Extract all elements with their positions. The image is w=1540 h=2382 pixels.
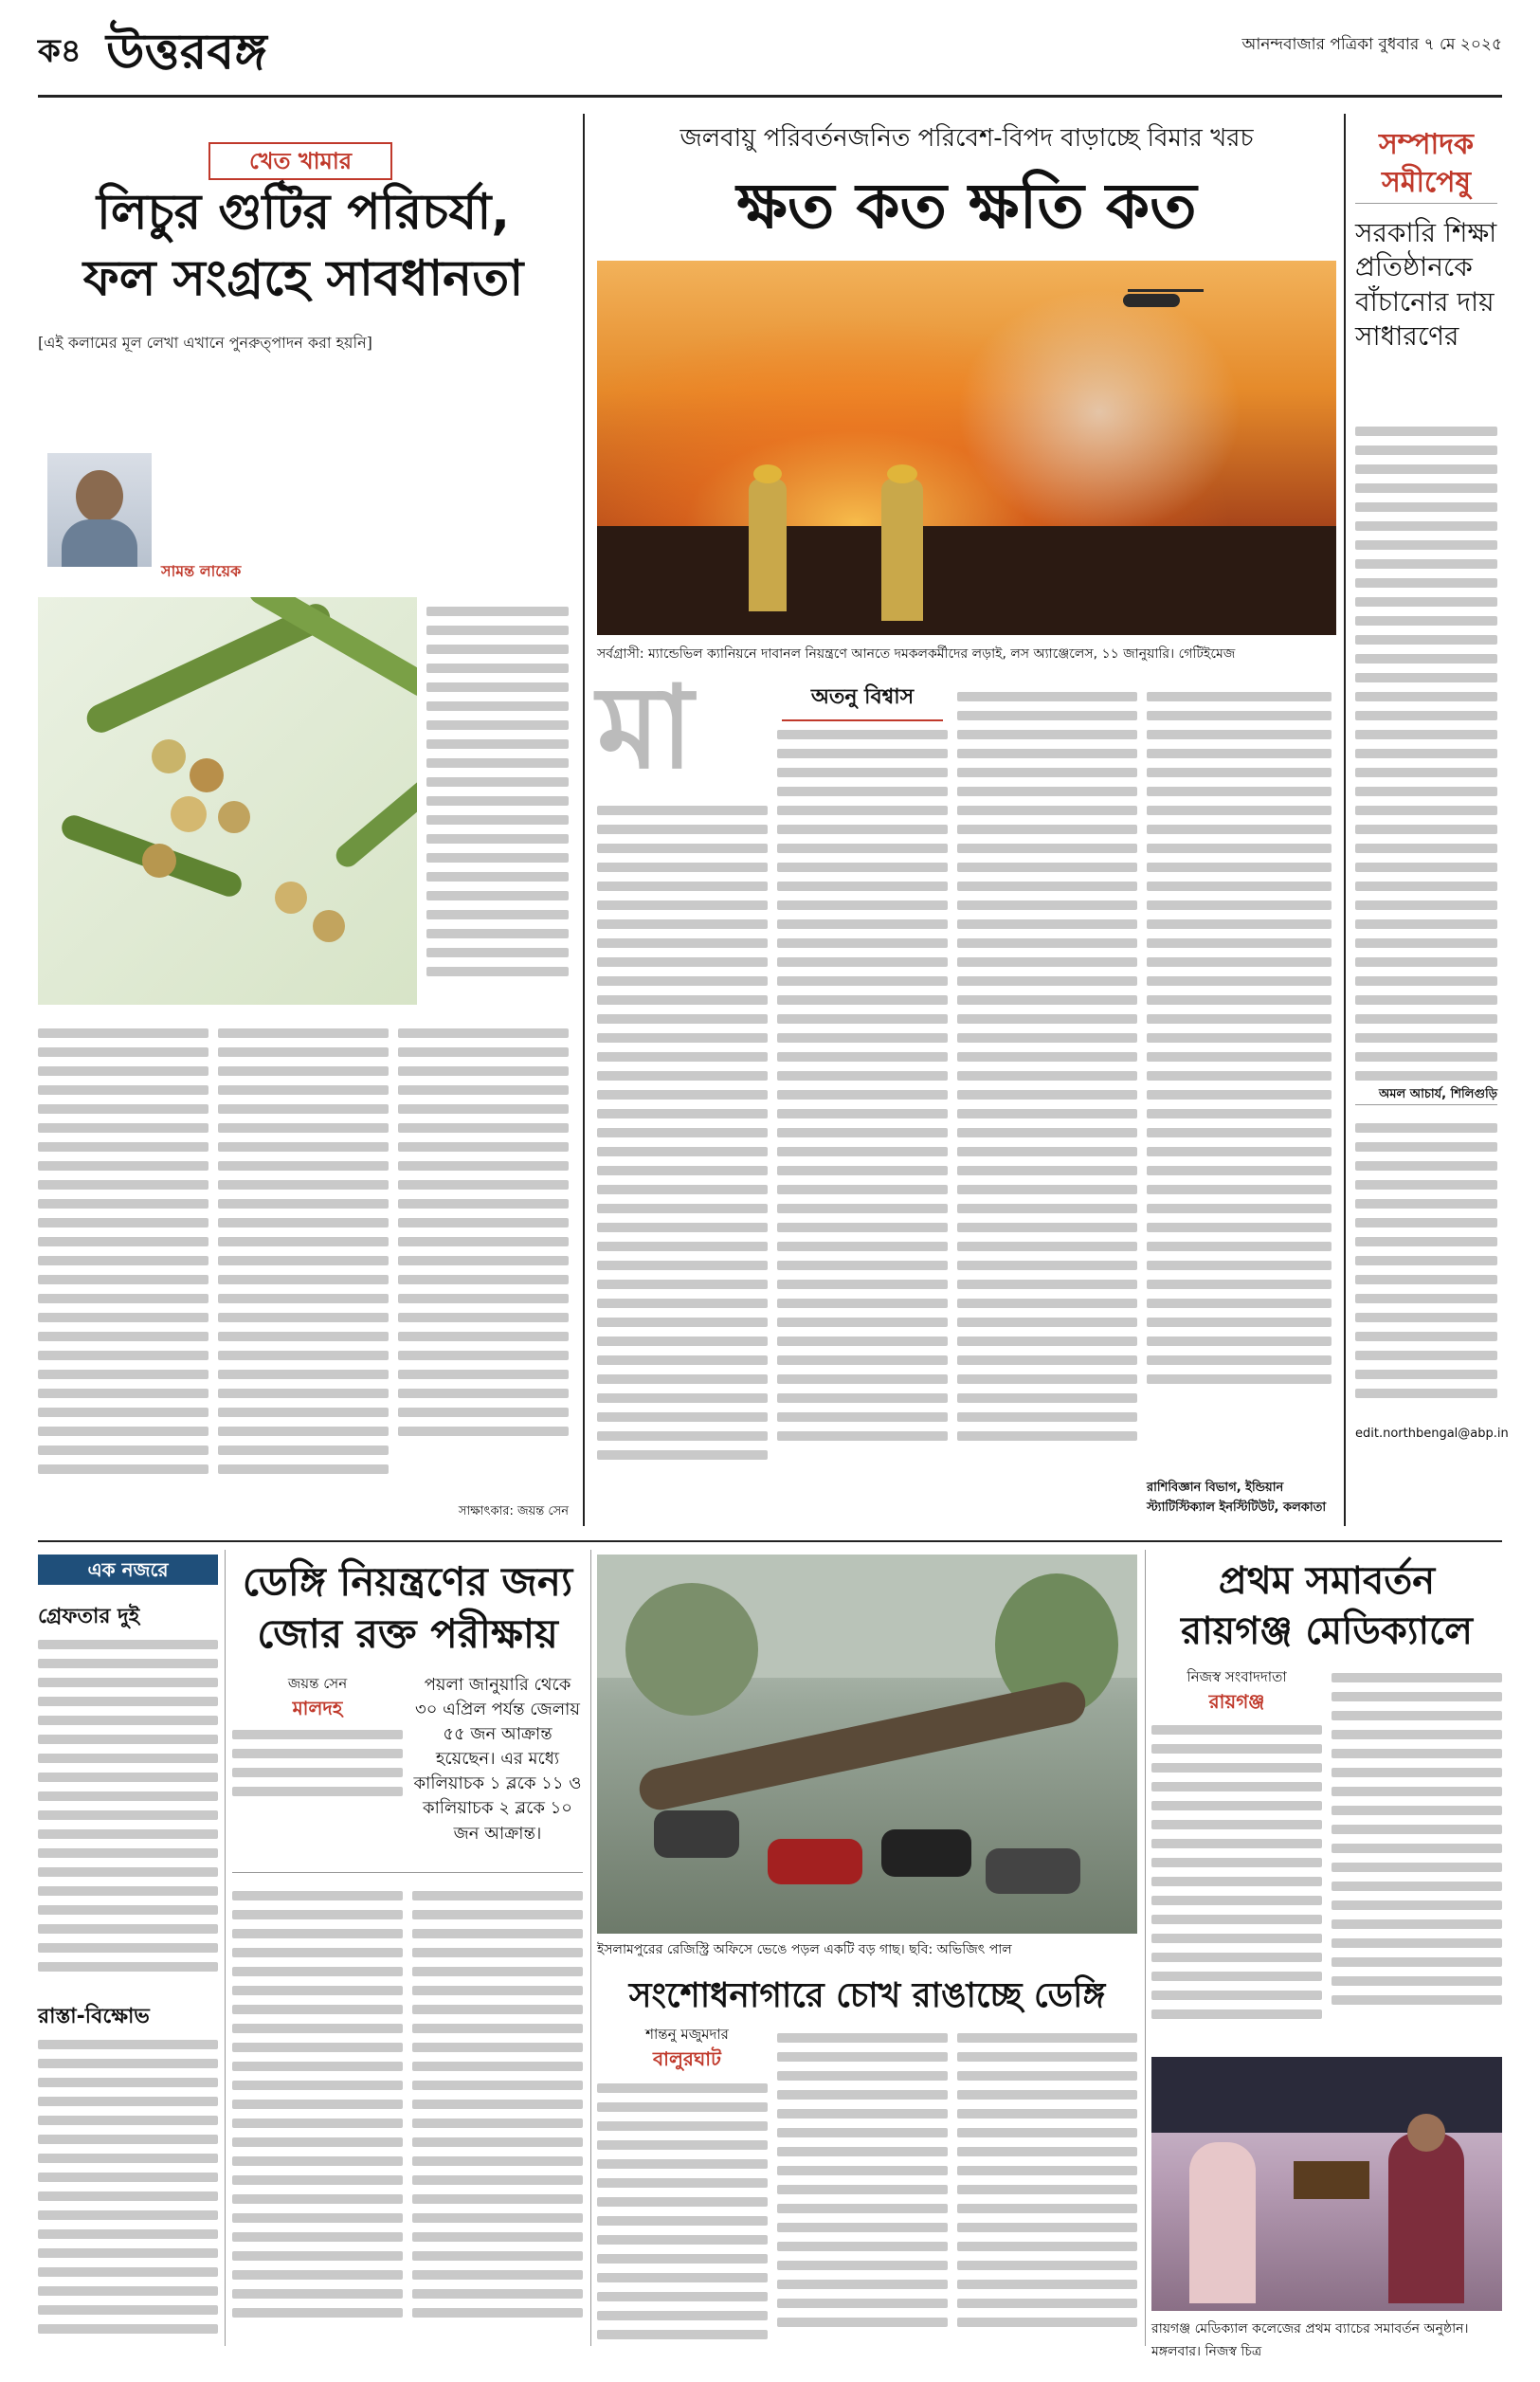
correction-text-col-c bbox=[957, 2024, 1137, 2351]
brief-2-title: রাস্তা-বিক্ষোভ bbox=[38, 2005, 150, 2028]
left-text-col-a bbox=[426, 597, 569, 1005]
left-text-col-d bbox=[398, 1019, 569, 1493]
left-byline: সাক্ষাৎকার: জয়ন্ত সেন bbox=[458, 1504, 569, 1518]
divider-right bbox=[1344, 114, 1346, 1526]
fold-rule bbox=[38, 1540, 1502, 1542]
raiganj-byline: নিজস্ব সংবাদদাতা bbox=[1187, 1668, 1287, 1685]
correction-dateline: বালুরঘাট bbox=[653, 2047, 721, 2070]
raiganj-headline-2: রায়গঞ্জ মেডিক্যালে bbox=[1181, 1609, 1473, 1653]
wildfire-caption: সর্বগ্রাসী: ম্যান্ডেভিল ক্যানিয়নে দাবানল নিয়ন্ত্রণে আনতে দমকলকর্মীদের লড়াই, লস অ্যাঞ্জেলেস, ১১ জানুয়ারি। গেটিইমেজ bbox=[597, 646, 1236, 662]
kicker-label: খেত খামার bbox=[208, 142, 392, 180]
dengue-text-col-b bbox=[412, 1882, 583, 2346]
center-strap: জলবায়ু পরিবর্তনজনিত পরিবেশ-বিপদ বাড়াচ্ছে বিমার খরচ bbox=[679, 124, 1254, 153]
section-rule bbox=[1355, 203, 1497, 204]
fallen-tree-photo bbox=[597, 1555, 1137, 1934]
briefs-header: এক নজরে bbox=[38, 1555, 218, 1585]
lychee-photo bbox=[38, 597, 417, 1005]
issue-info: আনন্দবাজার পত্রিকা বুধবার ৭ মে ২০২৫ bbox=[1241, 35, 1502, 54]
section-title: উত্তরবঙ্গ bbox=[106, 24, 267, 81]
left-text-col-b bbox=[38, 1019, 208, 1521]
raiganj-dateline: রায়গঞ্জ bbox=[1208, 1690, 1265, 1713]
center-text-col-b bbox=[777, 720, 948, 1526]
divider-raiganj bbox=[1145, 1550, 1146, 2346]
author-affiliation: রাশিবিজ্ঞান বিভাগ, ইন্ডিয়ান স্ট্যাটিস্টিক্যাল ইনস্টিটিউট, কলকাতা bbox=[1147, 1481, 1327, 1515]
dengue-headline-1: ডেঙ্গি নিয়ন্ত্রণের জন্য bbox=[242, 1558, 573, 1605]
divider-left bbox=[583, 114, 585, 1526]
page-number: ক৪ bbox=[38, 32, 82, 70]
expert-name: সামন্ত লায়েক bbox=[161, 562, 242, 580]
convocation-photo bbox=[1151, 2057, 1502, 2311]
brief-2-body bbox=[38, 2030, 218, 2343]
correction-text-col-a bbox=[597, 2074, 768, 2349]
section-line-1: সম্পাদক bbox=[1378, 128, 1475, 161]
correction-byline: শান্তনু মজুমদার bbox=[645, 2026, 729, 2043]
dengue-highlight: পয়লা জানুয়ারি থেকে ৩০ এপ্রিল পর্যন্ত জেলায় ৫৫ জন আক্রান্ত হয়েছেন। এর মধ্যে কালিয়াচক ১ ব্লকে ১১ ও কালিয়াচক ২ ব্লকে ১০ জন আক্রান্ত। bbox=[413, 1675, 582, 1844]
left-headline-1: লিচুর গুটির পরিচর্যা, bbox=[96, 184, 511, 241]
correction-headline: সংশোধনাগারে চোখ রাঙাচ্ছে ডেঙ্গি bbox=[628, 1976, 1106, 2015]
center-text-col-a bbox=[597, 796, 768, 1526]
correction-text-col-b bbox=[777, 2024, 948, 2351]
center-headline: ক্ষত কত ক্ষতি কত bbox=[736, 170, 1197, 243]
divider-briefs bbox=[225, 1550, 226, 2346]
dengue-byline: জয়ন্ত সেন bbox=[287, 1675, 348, 1692]
wildfire-photo bbox=[597, 261, 1336, 635]
convocation-caption: রায়গঞ্জ মেডিক্যাল কলেজের প্রথম ব্যাচের সমাবর্তন অনুষ্ঠান। মঙ্গলবার। নিজস্ব চিত্র bbox=[1151, 2321, 1469, 2359]
letter-body bbox=[1355, 417, 1497, 1090]
left-intro: [এই কলামের মূল লেখা এখানে পুনরুত্পাদন করা হয়নি] bbox=[38, 334, 372, 352]
letter-author: অমল আচার্য, শিলিগুড়ি bbox=[1379, 1087, 1497, 1101]
dengue-text-col-a bbox=[232, 1882, 403, 2346]
brief-1-body bbox=[38, 1630, 218, 1991]
expert-photo bbox=[47, 453, 152, 567]
raiganj-headline-1: প্রথম সমাবর্তন bbox=[1218, 1559, 1436, 1603]
center-author: অতনু বিশ্বাস bbox=[782, 681, 943, 721]
left-headline-2: ফল সংগ্রহে সাবধানতা bbox=[82, 250, 524, 307]
dengue-lead bbox=[232, 1720, 403, 1801]
drop-cap: মা bbox=[597, 661, 694, 794]
masthead-rule bbox=[38, 95, 1502, 98]
divider-dengue bbox=[590, 1550, 591, 2346]
raiganj-text-col-a bbox=[1151, 1716, 1322, 2047]
dengue-headline-2: জোর রক্ত পরীক্ষায় bbox=[257, 1610, 558, 1657]
raiganj-text-col-b bbox=[1332, 1664, 1502, 2047]
tree-caption: ইসলামপুরের রেজিস্ট্রি অফিসে ভেঙে পড়ল একটি বড় গাছ। ছবি: অভিজিৎ পাল bbox=[597, 1942, 1012, 1957]
center-text-col-c bbox=[957, 682, 1137, 1526]
center-text-col-d bbox=[1147, 682, 1332, 1469]
letter-rule bbox=[1355, 1104, 1497, 1105]
left-text-col-c bbox=[218, 1019, 389, 1521]
brief-1-title: গ্রেফতার দুই bbox=[38, 1605, 140, 1628]
dengue-dateline: মালদহ bbox=[292, 1697, 343, 1719]
submission-info bbox=[1355, 1114, 1497, 1427]
contact-email[interactable]: edit.northbengal@abp.in bbox=[1355, 1427, 1509, 1441]
section-line-2: সমীপেষু bbox=[1381, 166, 1472, 199]
dengue-rule bbox=[232, 1872, 583, 1873]
letter-title: সরকারি শিক্ষা প্রতিষ্ঠানকে বাঁচানোর দায় সাধারণের bbox=[1355, 217, 1497, 353]
